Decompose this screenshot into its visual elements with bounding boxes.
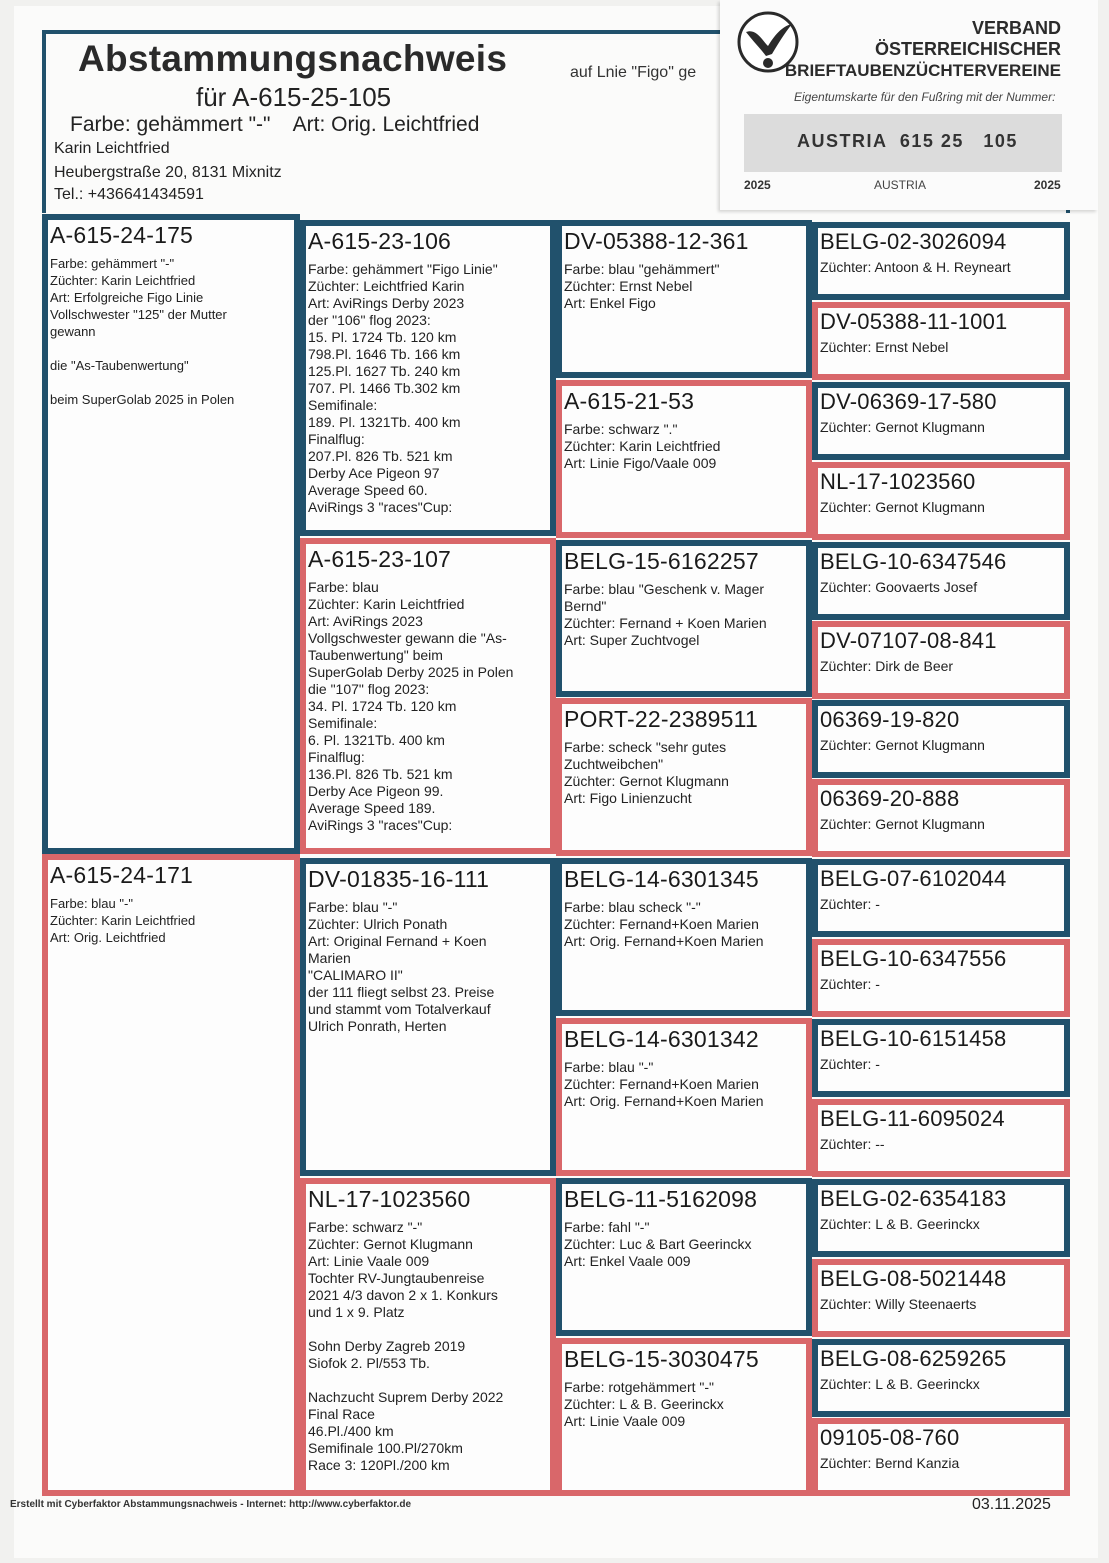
- org-name-line3: BRIEFTAUBENZÜCHTERVEREINE: [784, 61, 1061, 80]
- pigeon-details: Farbe: schwarz "-" Züchter: Gernot Klugmann Art: Linie Vaale 009 Tochter RV-Jungtaubenreise 2021 4/3 davon 2 x 1. Konkurs und 1 x 9. Platz Sohn Derby Zagreb 2019 Siofok 2. Pl/553 Tb. Nachzucht Suprem Derby 2022 Final Race 46.Pl./400 km Semifinale 100.Pl/270km Race 3: 120Pl./200 km: [308, 1219, 504, 1473]
- document-title: Abstammungsnachweis: [78, 38, 508, 79]
- ring-number: AUSTRIA 615 25 105: [797, 131, 1018, 151]
- owner-phone: Tel.: +436641434591: [54, 186, 204, 203]
- great-grandparent-box: [556, 1178, 812, 1336]
- color-type-line: Farbe: gehämmert "-" Art: Orig. Leichtfried: [70, 113, 480, 136]
- gg-grandparent-box: [812, 462, 1070, 540]
- org-name-line2: ÖSTERREICHISCHER: [874, 39, 1061, 59]
- pigeon-details: Farbe: blau Züchter: Karin Leichtfried Art: AviRings 2023 Vollgschwester gewann die "As- Taubenwertung" beim SuperGolab Derby 2025 in Polen die "107" flog 2023: 34. Pl. 1724 Tb. 120 km Semifinale: 6. Pl. 1321Tb. 400 km Finalflug: 136.Pl. 826 Tb. 521 km Derby Ace Pigeon 99. Average Speed 189. AviRings 3 "races"Cup:: [308, 579, 514, 833]
- pigeon-ring-id: NL-17-1023560: [308, 1186, 471, 1212]
- pigeon-details: Züchter: -: [820, 896, 880, 912]
- gg-grandparent-box: [812, 302, 1070, 380]
- pigeon-ring-id: A-615-23-106: [308, 228, 452, 254]
- great-grandparent-box: [556, 380, 812, 538]
- gg-grandparent-box: [812, 542, 1070, 620]
- pigeon-details: Züchter: --: [820, 1136, 885, 1152]
- pigeon-details: Züchter: L & B. Geerinckx: [820, 1216, 980, 1232]
- great-grandparent-box: [556, 540, 812, 697]
- pigeon-details: Züchter: -: [820, 976, 880, 992]
- great-grandparent-box: [556, 1338, 812, 1496]
- pigeon-details: Züchter: Willy Steenaerts: [820, 1296, 977, 1312]
- card-note: Eigentumskarte für den Fußring mit der Nummer:: [794, 90, 1056, 104]
- gg-grandparent-box: [812, 1339, 1070, 1417]
- pigeon-details: Züchter: Gernot Klugmann: [820, 419, 985, 435]
- pigeon-ring-id: BELG-02-6354183: [820, 1186, 1007, 1211]
- card-year-left: 2025: [744, 178, 771, 192]
- pigeon-ring-id: NL-17-1023560: [820, 469, 976, 494]
- pigeon-ring-id: BELG-10-6347546: [820, 549, 1007, 574]
- pigeon-details: Züchter: -: [820, 1056, 880, 1072]
- pigeon-ring-subtitle: für A-615-25-105: [196, 82, 392, 112]
- pigeon-ring-id: A-615-21-53: [564, 388, 695, 414]
- parent-dam-box: [42, 854, 300, 1496]
- pigeon-ring-id: BELG-14-6301342: [564, 1026, 759, 1052]
- pigeon-ring-id: BELG-07-6102044: [820, 866, 1007, 891]
- gg-grandparent-box: [812, 1099, 1070, 1177]
- pigeon-ring-id: PORT-22-2389511: [564, 706, 758, 732]
- pigeon-ring-id: DV-05388-12-361: [564, 228, 749, 254]
- pigeon-details: Farbe: blau "gehämmert" Züchter: Ernst Nebel Art: Enkel Figo: [564, 261, 720, 311]
- pigeon-details: Züchter: Gernot Klugmann: [820, 499, 985, 515]
- pigeon-details: Farbe: rotgehämmert "-" Züchter: L & B. Geerinckx Art: Linie Vaale 009: [564, 1379, 724, 1429]
- gg-grandparent-box: [812, 1418, 1070, 1496]
- pigeon-details: Züchter: Gernot Klugmann: [820, 816, 985, 832]
- pigeon-ring-id: BELG-10-6347556: [820, 946, 1007, 971]
- gg-grandparent-box: [812, 382, 1070, 460]
- footer-credit: Erstellt mit Cyberfaktor Abstammungsnachweis - Internet: http://www.cyberfaktor.de: [10, 1499, 412, 1510]
- pigeon-details: Farbe: blau scheck "-" Züchter: Fernand+Koen Marien Art: Orig. Fernand+Koen Marien: [564, 899, 764, 949]
- pigeon-details: Farbe: gehämmert "-" Züchter: Karin Leichtfried Art: Erfolgreiche Figo Linie Vollschwester "125" der Mutter gewann die "As-Taubenwertung" beim SuperGolab 2025 in Polen: [50, 256, 235, 407]
- pigeon-ring-id: A-615-24-171: [50, 862, 194, 888]
- pigeon-ring-id: BELG-11-5162098: [564, 1186, 758, 1212]
- pigeon-ring-id: 06369-20-888: [820, 786, 960, 811]
- pigeon-details: Farbe: blau "-" Züchter: Ulrich Ponath Art: Original Fernand + Koen Marien "CALIMARO II" der 111 fliegt selbst 23. Preise und stammt vom Totalverkauf Ulrich Ponrath, Herten: [308, 899, 495, 1034]
- pigeon-ring-id: BELG-02-3026094: [820, 229, 1007, 254]
- grandparent-box: [300, 858, 556, 1176]
- pigeon-ring-id: BELG-15-3030475: [564, 1346, 759, 1372]
- gg-grandparent-box: [812, 859, 1070, 937]
- pigeon-details: Züchter: Gernot Klugmann: [820, 737, 985, 753]
- grandparent-box: [300, 220, 556, 536]
- pigeon-ring-id: DV-05388-11-1001: [820, 309, 1008, 334]
- pigeon-ring-id: BELG-14-6301345: [564, 866, 759, 892]
- pigeon-ring-id: 09105-08-760: [820, 1425, 960, 1450]
- pigeon-details: Farbe: gehämmert "Figo Linie" Züchter: Leichtfried Karin Art: AviRings Derby 2023 der "106" flog 2023: 15. Pl. 1724 Tb. 120 km 798.Pl. 1646 Tb. 166 km 125.Pl. 1627 Tb. 240 km 707. Pl. 1466 Tb.302 km Semifinale: 189. Pl. 1321Tb. 400 km Finalflug: 207.Pl. 826 Tb. 521 km Derby Ace Pigeon 97 Average Speed 60. AviRings 3 "races"Cup:: [308, 261, 498, 515]
- pigeon-ring-id: BELG-15-6162257: [564, 548, 759, 574]
- great-grandparent-box: [556, 220, 812, 378]
- pigeon-details: Farbe: blau "Geschenk v. Mager Bernd" Züchter: Fernand + Koen Marien Art: Super Zuchtvogel: [564, 581, 767, 648]
- pigeon-details: Farbe: blau "-" Züchter: Fernand+Koen Marien Art: Orig. Fernand+Koen Marien: [564, 1059, 764, 1109]
- pigeon-details: Züchter: Bernd Kanzia: [820, 1455, 960, 1471]
- org-name-line1: VERBAND: [971, 18, 1061, 38]
- pigeon-details: Züchter: Dirk de Beer: [820, 658, 954, 674]
- pigeon-ring-id: DV-06369-17-580: [820, 389, 997, 414]
- owner-name: Karin Leichtfried: [54, 140, 170, 157]
- pigeon-ring-id: A-615-24-175: [50, 222, 194, 248]
- grandparent-box: [300, 538, 556, 854]
- pigeon-ring-id: BELG-08-5021448: [820, 1266, 1007, 1291]
- pigeon-details: Züchter: Antoon & H. Reyneart: [820, 259, 1011, 275]
- gg-grandparent-box: [812, 1259, 1070, 1337]
- footer-date: 03.11.2025: [972, 1496, 1051, 1513]
- pigeon-details: Farbe: schwarz "." Züchter: Karin Leichtfried Art: Linie Figo/Vaale 009: [564, 421, 721, 471]
- owner-address: Heubergstraße 20, 8131 Mixnitz: [54, 164, 282, 181]
- gg-grandparent-box: [812, 700, 1070, 778]
- gg-grandparent-box: [812, 621, 1070, 699]
- pigeon-details: Züchter: Goovaerts Josef: [820, 579, 978, 595]
- pigeon-details: Züchter: Ernst Nebel: [820, 339, 949, 355]
- gg-grandparent-box: [812, 939, 1070, 1017]
- pigeon-ring-id: DV-01835-16-111: [308, 866, 490, 892]
- parent-sire-box: [42, 214, 300, 854]
- pigeon-ring-id: DV-07107-08-841: [820, 628, 997, 653]
- grandparent-box: [300, 1178, 556, 1496]
- pigeon-details: Farbe: fahl "-" Züchter: Luc & Bart Geerinckx Art: Enkel Vaale 009: [564, 1219, 752, 1269]
- pigeon-ring-id: A-615-23-107: [308, 546, 452, 572]
- pigeon-ring-id: BELG-11-6095024: [820, 1106, 1005, 1131]
- line-note: auf Lnie "Figo" ge: [570, 64, 697, 81]
- pigeon-details: Farbe: scheck "sehr gutes Zuchtweibchen" Züchter: Gernot Klugmann Art: Figo Linienzucht: [564, 739, 729, 806]
- pigeon-details: Farbe: blau "-" Züchter: Karin Leichtfried Art: Orig. Leichtfried: [50, 896, 196, 945]
- great-grandparent-box: [556, 858, 812, 1016]
- gg-grandparent-box: [812, 222, 1070, 300]
- great-grandparent-box: [556, 1018, 812, 1176]
- great-grandparent-box: [556, 698, 812, 856]
- card-country: AUSTRIA: [874, 178, 927, 192]
- gg-grandparent-box: [812, 1179, 1070, 1257]
- card-year-right: 2025: [1034, 178, 1061, 192]
- pigeon-details: Züchter: L & B. Geerinckx: [820, 1376, 980, 1392]
- pigeon-ring-id: BELG-08-6259265: [820, 1346, 1007, 1371]
- gg-grandparent-box: [812, 779, 1070, 857]
- gg-grandparent-box: [812, 1019, 1070, 1097]
- pigeon-ring-id: 06369-19-820: [820, 707, 960, 732]
- pigeon-ring-id: BELG-10-6151458: [820, 1026, 1007, 1051]
